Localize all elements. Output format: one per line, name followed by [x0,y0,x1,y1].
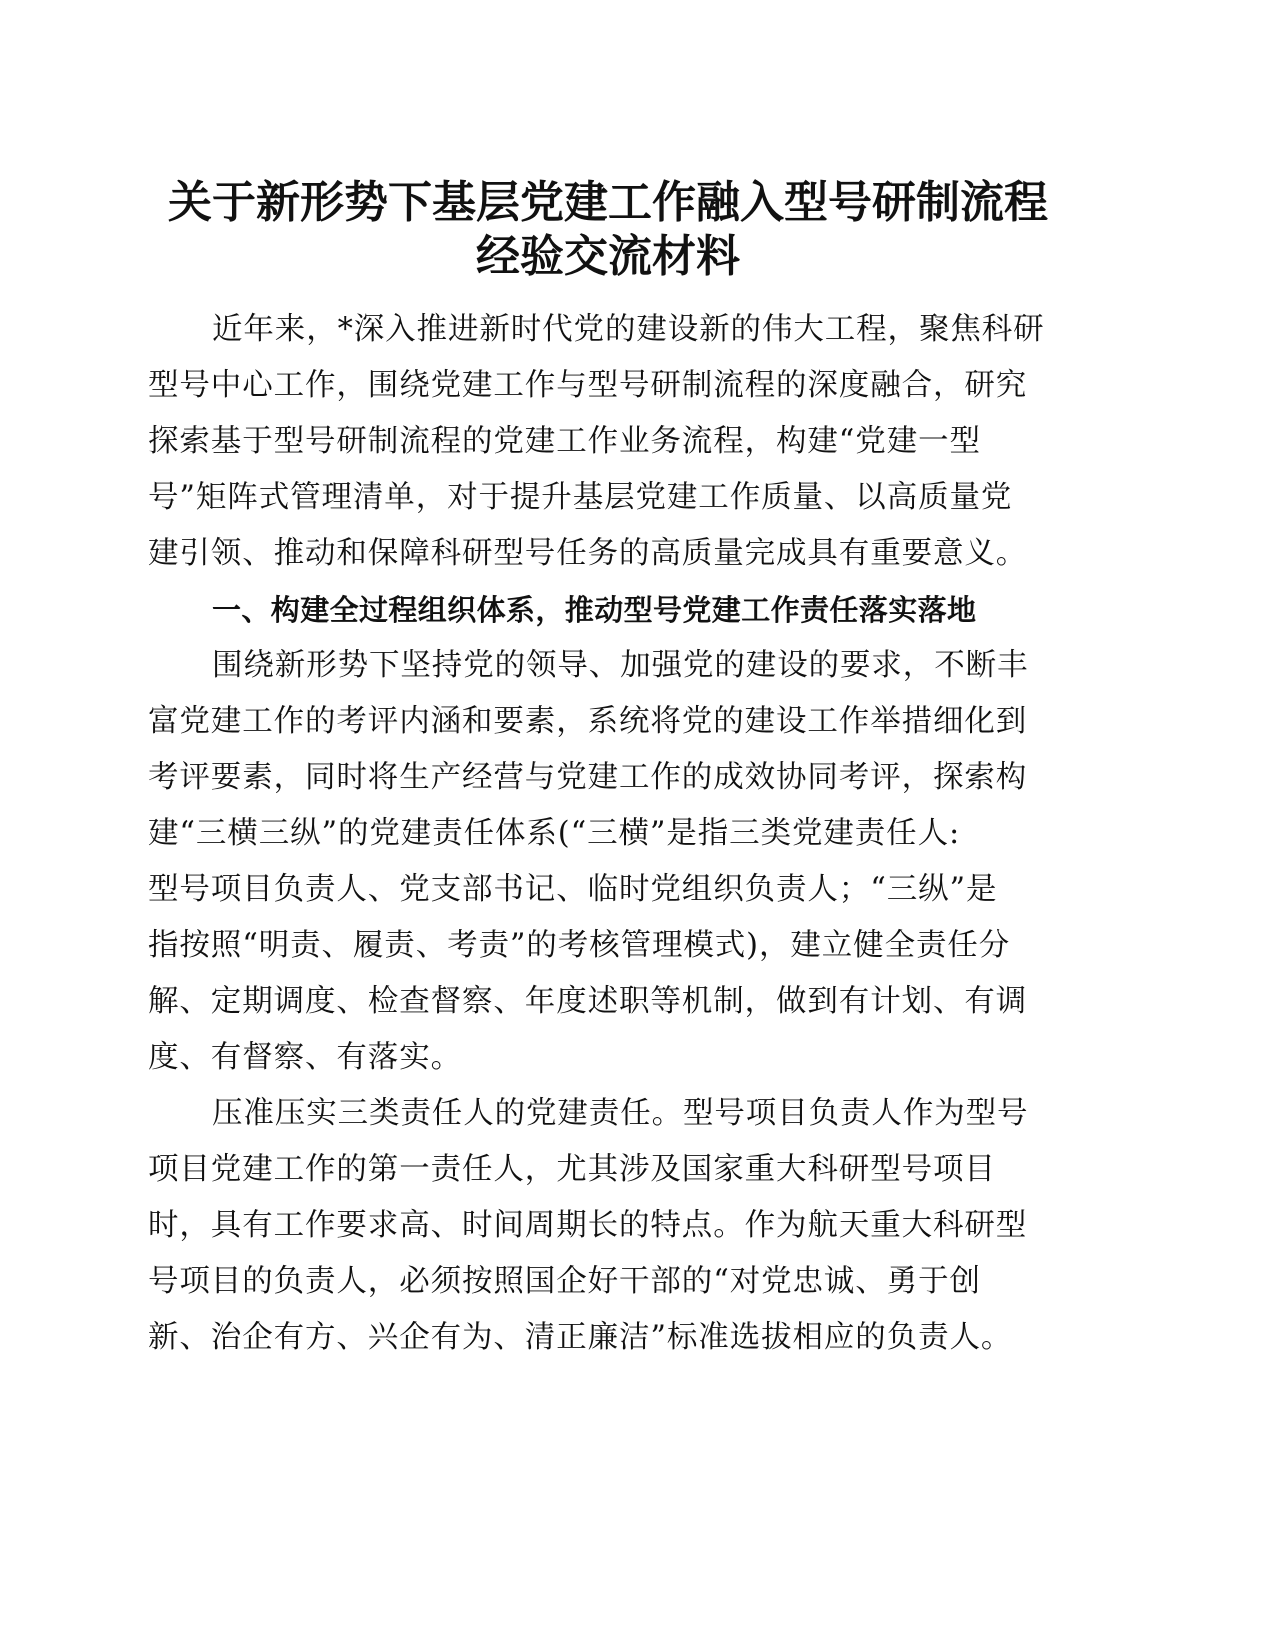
document-title-line-2: 经验交流材料 [476,231,740,282]
paragraph-1-line-1: 近年来，*深入推进新时代党的建设新的伟大工程，聚焦科研 [212,312,1045,347]
paragraph-2-line-4: 建“三横三纵”的党建责任体系(“三横”是指三类党建责任人: [148,816,961,851]
paragraph-3-line-1: 压准压实三类责任人的党建责任。型号项目负责人作为型号 [212,1096,1029,1131]
paragraph-2-line-6: 指按照“明责、履责、考责”的考核管理模式)，建立健全责任分 [148,928,1011,963]
paragraph-1-line-4: 号”矩阵式管理清单，对于提升基层党建工作质量、以高质量党 [148,480,1013,515]
paragraph-2-line-7: 解、定期调度、检查督察、年度述职等机制，做到有计划、有调 [148,984,1028,1019]
section-heading-1: 一、构建全过程组织体系，推动型号党建工作责任落实落地 [212,593,977,627]
paragraph-1-line-2: 型号中心工作，围绕党建工作与型号研制流程的深度融合，研究 [148,368,1028,403]
paragraph-2-line-5: 型号项目负责人、党支部书记、临时党组织负责人；“三纵”是 [148,872,998,907]
document-title-line-1: 关于新形势下基层党建工作融入型号研制流程 [168,177,1048,228]
paragraph-2-line-2: 富党建工作的考评内涵和要素，系统将党的建设工作举措细化到 [148,704,1028,739]
document-page [148,0,1068,1650]
paragraph-2-line-8: 度、有督察、有落实。 [148,1040,462,1075]
paragraph-1-line-3: 探索基于型号研制流程的党建工作业务流程，构建“党建一型 [148,424,981,459]
paragraph-3-line-5: 新、治企有方、兴企有为、清正廉洁”标准选拔相应的负责人。 [148,1320,1013,1355]
paragraph-3-line-2: 项目党建工作的第一责任人，尤其涉及国家重大科研型号项目 [148,1152,996,1187]
paragraph-3-line-4: 号项目的负责人，必须按照国企好干部的“对党忠诚、勇于创 [148,1264,981,1299]
paragraph-3-line-3: 时，具有工作要求高、时间周期长的特点。作为航天重大科研型 [148,1208,1028,1243]
paragraph-1-line-5: 建引领、推动和保障科研型号任务的高质量完成具有重要意义。 [148,536,1028,571]
paragraph-2-line-1: 围绕新形势下坚持党的领导、加强党的建设的要求，不断丰 [212,648,1029,683]
paragraph-2-line-3: 考评要素，同时将生产经营与党建工作的成效协同考评，探索构 [148,760,1028,795]
